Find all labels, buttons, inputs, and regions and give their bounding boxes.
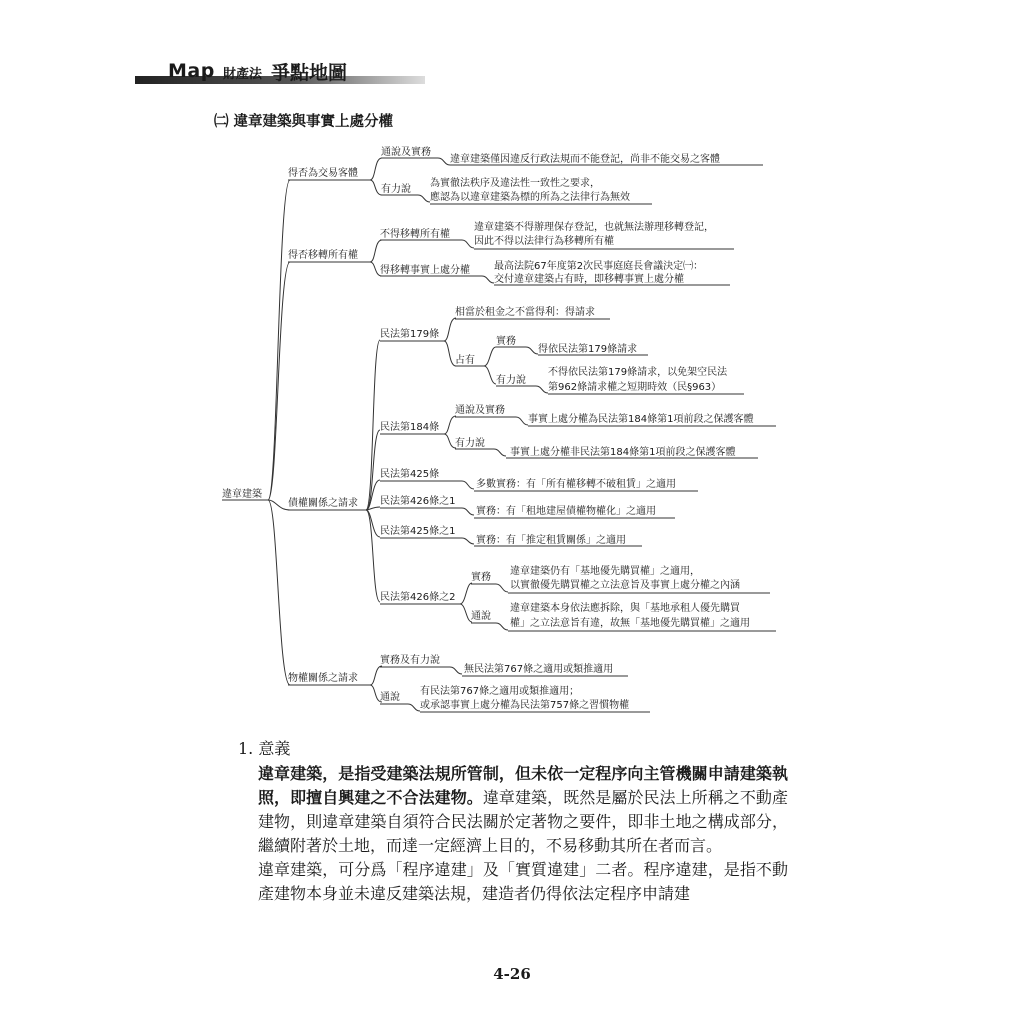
tree-b1: 得否為交易客體 xyxy=(288,168,358,179)
paragraph-2: 違章建築，可分爲「程序違建」及「實質違建」二者。程序違建，是指不動產建物本身並未違反建築法規，建造者仍得依法定程序申請建 xyxy=(258,860,788,903)
section-title: ㈡ 違章建築與事實上處分權 xyxy=(214,114,394,130)
tree-b4-c2-d2: 或承認事實上處分權為民法第757條之習慣物權 xyxy=(420,700,630,711)
tree-b3-c6-d2: 通說 xyxy=(471,611,491,622)
tree-b3-c6-d2-e1: 違章建築本身依法應拆除，與「基地承租人優先購買 xyxy=(510,603,740,614)
tree-b1-c2: 有力說 xyxy=(381,184,411,195)
tree-b3-c1-d2-e2-f2: 第962條請求權之短期時效（民§963） xyxy=(548,382,722,393)
tree-b3-c2-d1: 通說及實務 xyxy=(455,405,505,416)
tree-b3-c1-d2-e2: 有力說 xyxy=(496,375,526,386)
page-number: 4-26 xyxy=(493,965,531,983)
tree-b3-c2-d2: 有力說 xyxy=(455,438,485,449)
tree-b3-c5-d: 實務：有「推定租賃關係」之適用 xyxy=(476,535,626,546)
header-map-logo: Map xyxy=(168,60,215,82)
tree-b3-c3: 民法第425條 xyxy=(380,469,440,480)
tree-b3-c1-d2-e1: 實務 xyxy=(496,336,516,347)
tree-b3-c1: 民法第179條 xyxy=(380,329,440,340)
tree-b2-c1: 不得移轉所有權 xyxy=(380,229,450,240)
tree-b4-c2-d1: 有民法第767條之適用或類推適用； xyxy=(420,686,580,697)
tree-b1-c1-d: 違章建築僅因違反行政法規而不能登記，尚非不能交易之客體 xyxy=(450,154,720,165)
tree-b3-c3-d: 多數實務：有「所有權移轉不破租賃」之適用 xyxy=(476,479,676,490)
tree-b3-c1-d1: 相當於租金之不當得利：得請求 xyxy=(455,307,595,318)
tree-b3-c6-d2-e2: 權」之立法意旨有違，故無「基地優先購買權」之適用 xyxy=(510,618,750,629)
tree-root: 違章建築 xyxy=(222,489,262,500)
tree-b4-c1: 實務及有力說 xyxy=(380,655,440,666)
tree-b2-c1-d2: 因此不得以法律行為移轉所有權 xyxy=(474,236,614,247)
tree-b2-c2-d2: 交付違章建築占有時，即移轉事實上處分權 xyxy=(494,274,684,285)
item-body xyxy=(258,762,788,906)
paragraph-1-bold: 違章建築，是指受建築法規所管制，但未依一定程序向主管機關申請建築執照，即擅自興建之不合法建物。 xyxy=(258,764,788,807)
tree-b4-c2: 通說 xyxy=(380,692,400,703)
tree-b3-c4-d: 實務：有「租地建屋債權物權化」之適用 xyxy=(476,506,656,517)
tree-b3-c1-d2-e1-f: 得依民法第179條請求 xyxy=(538,344,638,355)
tree-b2-c2-d1: 最高法院67年度第2次民事庭庭長會議決定㈠： xyxy=(494,261,704,272)
tree-b3-c2-d2-e: 事實上處分權非民法第184條第1項前段之保護客體 xyxy=(510,447,736,458)
tree-b1-c1: 通說及實務 xyxy=(381,147,431,158)
tree-b3-c6-d1: 實務 xyxy=(471,572,491,583)
paragraph-1-rest: 違章建築，既然是屬於民法上所稱之不動產建物，則違章建築自須符合民法關於定著物之要件，即非土地之構成部分，繼續附著於土地，而達一定經濟上目的，不易移動其所在者而言。 xyxy=(258,788,788,855)
tree-b3-c5: 民法第425條之1 xyxy=(380,526,456,537)
tree-b2: 得否移轉所有權 xyxy=(288,250,358,261)
paragraph-1 xyxy=(258,762,788,858)
tree-b3-c1-d2-e2-f1: 不得依民法第179條請求，以免架空民法 xyxy=(548,367,728,378)
tree-b4: 物權關係之請求 xyxy=(288,673,358,684)
tree-b3-c6: 民法第426條之2 xyxy=(380,592,456,603)
tree-b1-c2-d2: 應認為以違章建築為標的所為之法律行為無效 xyxy=(430,192,630,203)
header-law-label: 財產法 xyxy=(223,67,263,82)
tree-b2-c1-d1: 違章建築不得辦理保存登記，也就無法辦理移轉登記， xyxy=(474,222,714,233)
tree-b3-c6-d1-e2: 以實徹優先購買權之立法意旨及事實上處分權之內涵 xyxy=(510,580,740,591)
header-dispute-label: 爭點地圖 xyxy=(271,62,348,84)
tree-b3-c4: 民法第426條之1 xyxy=(380,496,456,507)
tree-b1-c2-d1: 為實徹法秩序及違法性一致性之要求， xyxy=(430,178,600,189)
tree-b3-c2-d1-e: 事實上處分權為民法第184條第1項前段之保護客體 xyxy=(528,414,754,425)
tree-b4-c1-d: 無民法第767條之適用或類推適用 xyxy=(464,664,614,675)
tree-b3-c1-d2: 占有 xyxy=(455,355,475,366)
item-title: 1. 意義 xyxy=(238,739,291,758)
tree-b3-c6-d1-e1: 違章建築仍有「基地優先購買權」之適用， xyxy=(510,566,700,577)
tree-b3-c2: 民法第184條 xyxy=(380,422,440,433)
tree-b3: 債權關係之請求 xyxy=(288,498,358,509)
tree-b2-c2: 得移轉事實上處分權 xyxy=(380,265,470,276)
